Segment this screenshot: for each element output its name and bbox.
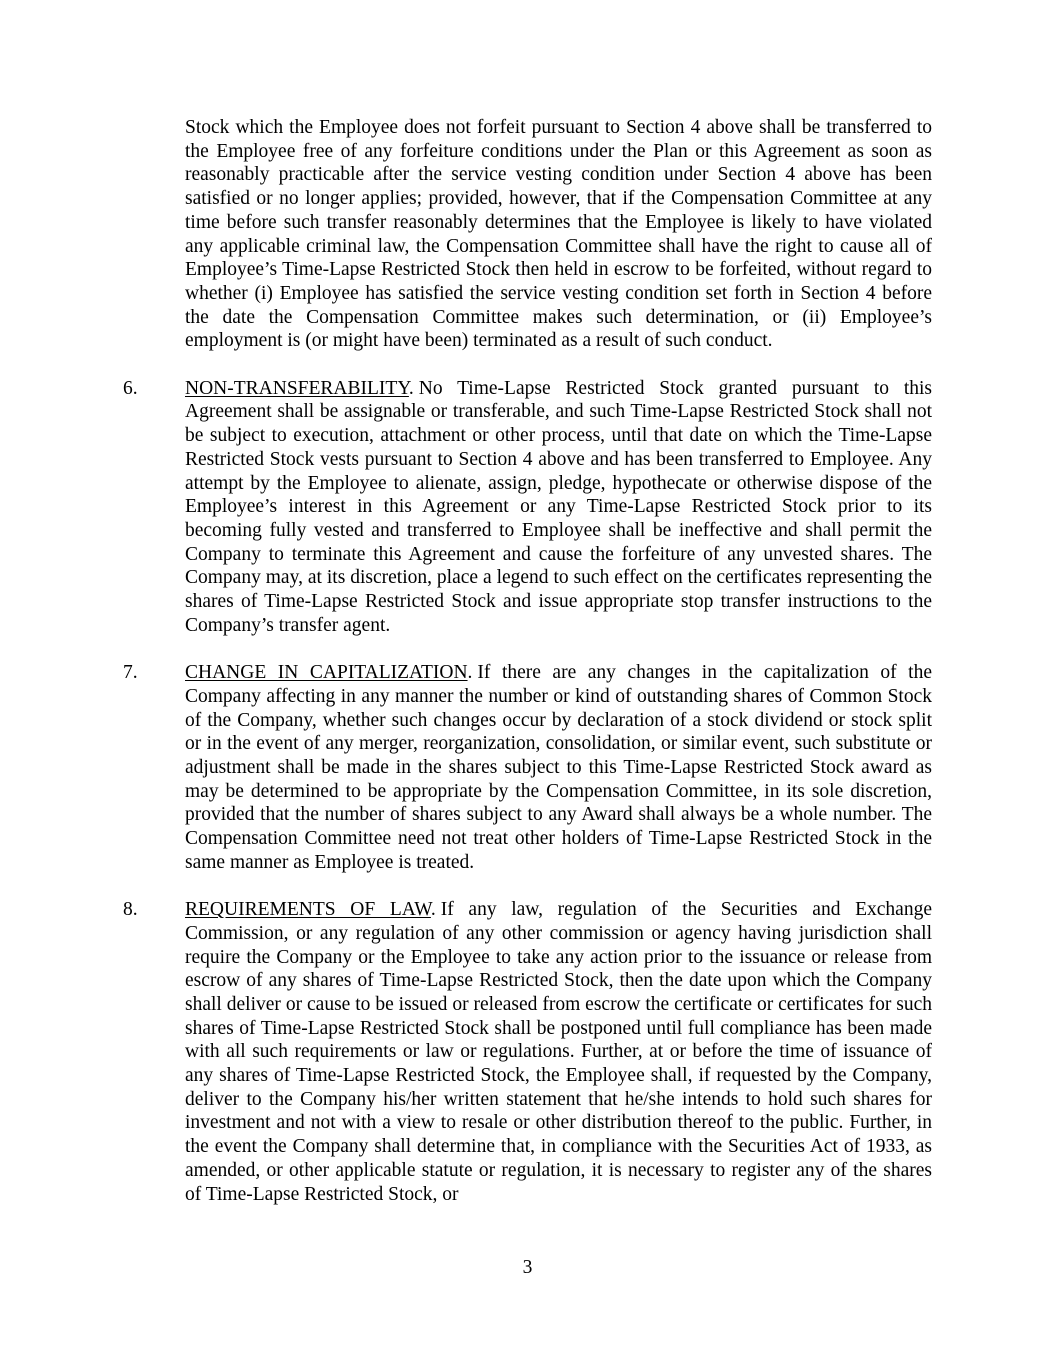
heading-separator: .: [408, 377, 414, 399]
section-body-text: No Time-Lapse Restricted Stock granted pursuant to this Agreement shall be assignable or transferable, and such Time-Lapse Restricted Stock shall not be subject to execution, attachment or other process, until that date on which the Time-Lapse Restricted Stock vests pursuant to Section 4 above and has been transferred to Employee. Any attempt by the Employee to alienate, assign, pledge, hypothecate or otherwise dispose of the Employee’s interest in this Agreement or any Time-Lapse Restricted Stock prior to its becoming fully vested and transferred to Employee shall be ineffective and shall permit the Company to terminate this Agreement and cause the forfeiture of any unvested shares. The Company may, at its discretion, place a legend to such effect on the certificates representing the shares of Time-Lapse Restricted Stock and issue appropriate stop transfer instructions to the Company’s transfer agent.: [185, 377, 932, 636]
section-heading: NON-TRANSFERABILITY: [185, 377, 409, 399]
heading-separator: .: [430, 899, 436, 921]
section-8: [123, 898, 932, 1206]
section-paragraph: [185, 377, 932, 638]
section-paragraph: [185, 661, 932, 874]
section-body-text: If there are any changes in the capitalization of the Company affecting in any manner the number or kind of outstanding shares of Common Stock of the Company, whether such changes occur by declaration of a stock dividend or stock split or in the event of any merger, reorganization, consolidation, or similar event, such substitute or adjustment shall be made in the shares subject to this Time-Lapse Restricted Stock award as may be determined to be appropriate by the Compensation Committee, in its sole discretion, provided that the number of shares subject to any Award shall always be a whole number. The Compensation Committee need not treat other holders of Time-Lapse Restricted Stock in the same manner as Employee is treated.: [185, 662, 932, 873]
section-number: 6.: [123, 377, 138, 399]
heading-separator: .: [467, 662, 473, 684]
section-heading: REQUIREMENTS OF LAW: [185, 899, 431, 921]
section-paragraph: [185, 898, 932, 1206]
document-body: [123, 116, 932, 1206]
section-7: [123, 661, 932, 874]
section-number: 7.: [123, 662, 138, 684]
section-6: [123, 377, 932, 638]
section-heading: CHANGE IN CAPITALIZATION: [185, 662, 468, 684]
page-number: 3: [522, 1257, 533, 1278]
section-body-text: If any law, regulation of the Securities and Exchange Commission, or any regulation of any other commission or agency having jurisdiction shall require the Company or the Employee to take any action prior to the issuance or release from escrow of any shares of Time-Lapse Restricted Stock, then the date upon which the Company shall deliver or cause to be issued or released from escrow the certificate or certificates for such shares of Time-Lapse Restricted Stock shall be postponed until full compliance has been made with all such requirements or law or regulations. Further, at or before the time of issuance of any shares of Time-Lapse Restricted Stock, the Employee shall, if requested by the Company, deliver to the Company his/her written statement that he/she intends to hold such shares for investment and not with a view to resale or other distribution thereof to the public. Further, in the event the Company shall determine that, in compliance with the Securities Act of 1933, as amended, or other applicable statute or regulation, it is necessary to register any of the shares of Time-Lapse Restricted Stock, or: [185, 899, 932, 1205]
section-number: 8.: [123, 899, 138, 921]
continuation-paragraph: Stock which the Employee does not forfeit pursuant to Section 4 above shall be transferred to the Employee free of any forfeiture conditions under the Plan or this Agreement as soon as reasonably practicable after the service vesting condition under Section 4 above has been satisfied or no longer applies; provided, however, that if the Compensation Committee at any time before such transfer reasonably determines that the Employee is likely to have violated any applicable criminal law, the Compensation Committee shall have the right to cause all of Employee’s Time-Lapse Restricted Stock then held in escrow to be forfeited, without regard to whether (i) Employee has satisfied the service vesting condition set forth in Section 4 before the date the Compensation Committee makes such determination, or (ii) Employee’s employment is (or might have been) terminated as a result of such conduct.: [185, 117, 932, 352]
